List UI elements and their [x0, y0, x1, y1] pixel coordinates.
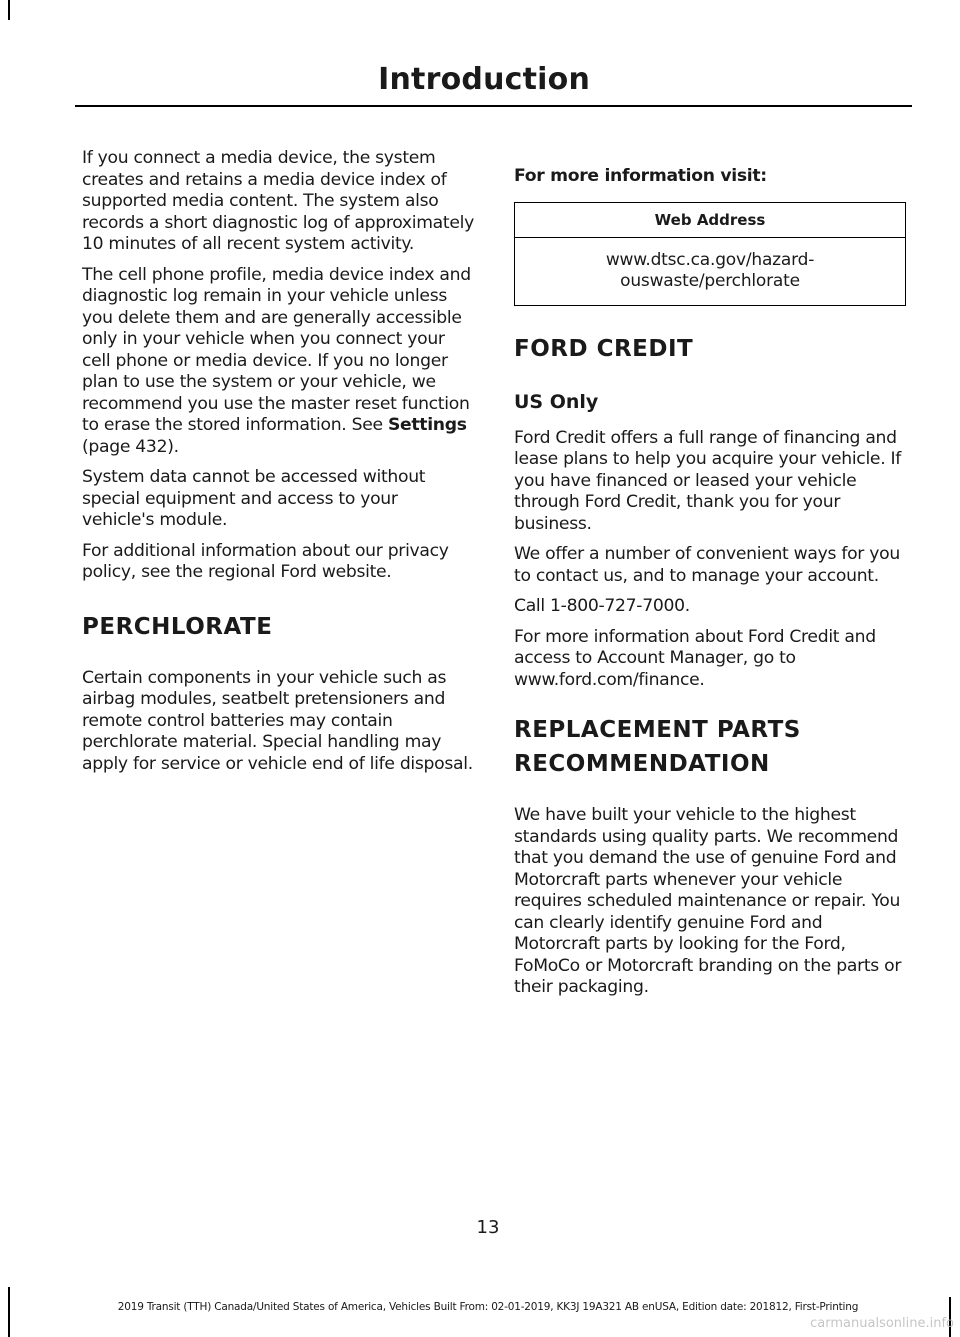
footer-edition-info: 2019 Transit (TTH) Canada/United States of America, Vehicles Built From: 02-01-2019, KK3J 19A321 AB enUSA, Edition date: 201812, First-Printing: [117, 1301, 859, 1313]
table-cell-url[interactable]: www.dtsc.ca.gov/hazard-ouswaste/perchlorate: [515, 237, 906, 305]
watermark: carmanualsonline.info: [810, 1316, 954, 1331]
settings-link[interactable]: Settings: [387, 415, 467, 435]
phone-paragraph: Call 1-800-727-7000.: [514, 596, 690, 616]
cell-phone-profile-paragraph: The cell phone profile, media device index and diagnostic log remain in your vehicle unless you delete them and are generally accessible only in your vehicle when you connect your cell phone or media device. If you no longer plan to use the system or your vehicle, we recommend you use the master reset function to erase the stored information. See Settings (page 432).: [82, 264, 471, 457]
media-device-paragraph: If you connect a media device, the system creates and retains a media device index of supported media content. The system also records a short diagnostic log of approximately 10 minutes of all recent system activity.: [82, 148, 474, 254]
ford-credit-heading: FORD CREDIT: [514, 335, 694, 362]
perchlorate-paragraph: Certain components in your vehicle such as airbag modules, seatbelt pretensioners and remote control batteries may contain perchlorate material. Special handling may apply for service or vehicle end of life disposal.: [82, 667, 473, 774]
page-title: Introduction: [378, 62, 590, 97]
replacement-parts-paragraph: We have built your vehicle to the highest standards using quality parts. We recommend that you demand the use of genuine Ford and Motorcraft parts whenever your vehicle requires scheduled maintenance or repair. You can clearly identify genuine Ford and Motorcraft parts by looking for the Ford, FoMoCo or Motorcraft branding on the parts or their packaging.: [514, 805, 902, 997]
web-address-table: [514, 202, 906, 306]
left-column: [82, 148, 474, 784]
account-manager-paragraph: For more information about Ford Credit and access to Account Manager, go to www.ford.com/finance.: [514, 626, 876, 690]
more-info-lead: For more information visit:: [514, 166, 767, 186]
system-data-paragraph: System data cannot be accessed without special equipment and access to your vehicle's module.: [82, 467, 426, 530]
ford-credit-paragraph: Ford Credit offers a full range of financing and lease plans to help you acquire your vehicle. If you have financed or leased your vehicle through Ford Credit, thank you for your business.: [514, 427, 902, 534]
replacement-parts-heading: REPLACEMENT PARTS: [514, 717, 801, 743]
right-column: [514, 148, 906, 1008]
crop-mark-top-left: [8, 0, 10, 20]
perchlorate-heading: PERCHLORATE: [82, 613, 273, 640]
header-rule: [75, 105, 912, 107]
table-header: Web Address: [515, 202, 906, 237]
privacy-policy-paragraph: For additional information about our privacy policy, see the regional Ford website.: [82, 540, 449, 582]
us-only-subheading: US Only: [514, 390, 599, 413]
contact-paragraph: We offer a number of convenient ways for you to contact us, and to manage your account.: [514, 544, 900, 586]
recommendation-heading: RECOMMENDATION: [514, 751, 770, 777]
page-number: 13: [476, 1217, 500, 1238]
